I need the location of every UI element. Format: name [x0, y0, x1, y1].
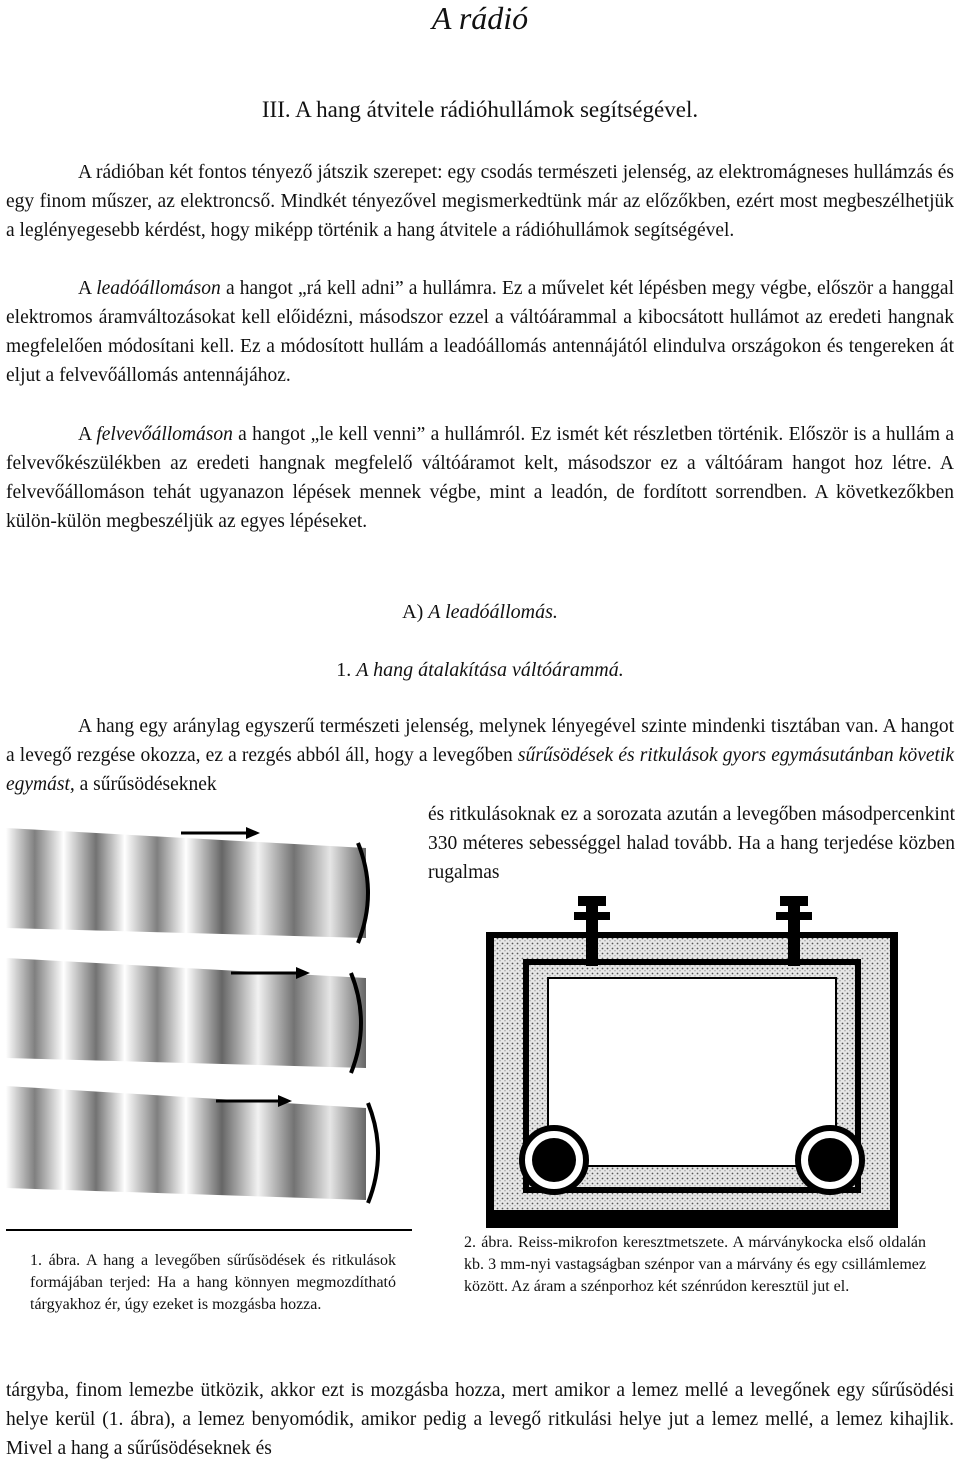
page-title: A rádió	[431, 0, 529, 36]
wave-band-1	[6, 828, 368, 943]
intro-paragraph-1: A rádióban két fontos tényező játszik szerepet: egy csodás természeti jelenség, az elektromágneses hullámzás és egy finom műszer, az elektroncső. Mindkét tényezővel megismerkedtünk már az előzőkben, ezért most megbeszélhetjük a leglényegesebb kérdést, hogy miképp történik a hang átvitele a rádióhullámok segítségével.	[6, 162, 954, 241]
body-bottom-paragraph: tárgyba, finom lemezbe ütközik, akkor ezt is mozgásba hozza, mert amikor a lemez mellé a levegőnek egy sűrűsödési helye kerül (1. ábra), a lemez benyomódik, amikor pedig a levegő ritkulási helye jut a lemez mellé, a lemez kihajlik. Mivel a hang a sűrűsödéseknek és	[6, 1380, 954, 1459]
wave-band-2	[6, 958, 366, 1073]
carbon-rod-right	[798, 1128, 862, 1192]
figure-1-sound-waves	[6, 818, 412, 1244]
body-paragraph: A hang egy aránylag egyszerű természeti jelenség, melynek lényegével szinte mindenki tisztában van. A hangot a levegő rezgése okozza, ez a rezgés abból áll, hogy a levegőben sűrűsödések és ritkulások gyors egymásutánban követik egymást, a sűrűsödéseknek	[6, 716, 954, 795]
carbon-rod-left	[522, 1128, 586, 1192]
figure-1-caption: 1. ábra. A hang a levegőben sűrűsödések és ritkulások formájában terjed: Ha a hang könnyen megmozdítható tárgyakhoz ér, úgy ezeket is mozgásba hozza.	[30, 1252, 396, 1313]
intro-paragraph-3: A felvevőállomáson a hangot „le kell venni” a hullámról. Ez ismét két részletben történik. Először is a hullám a felvevőkészülékben az eredeti hangnak megfelelő váltóáramot kelt, másodszor ez a váltóáram hangot hoz létre. A felvevőállomáson tehát ugyanazon lépések mennek végbe, mint a leadón, de fordított sorrendben. A következőkben külön-külön megbeszéljük az egyes lépéseket.	[6, 424, 954, 532]
emphasis-leadoallomason: leadóállomáson	[96, 278, 221, 299]
body-right-column: és ritkulásoknak ez a sorozata azután a levegőben másodpercenkint 330 méteres sebességgel halad tovább. Ha a hang terjedése közben rugalmas	[428, 804, 955, 883]
intro-paragraph-2: A leadóállomáson a hangot „rá kell adni” a hullámra. Ez a művelet két lépésben megy végbe, először a hanggal elektromos áramváltozásokat kell előidézni, másodszor ezzel a váltóárammal a kibocsátott hullámot az eredeti hangnak megfelelően módosítani kell. Ez a módosított hullám a leadóállomás antennájától elindulva országokon és tengereken át eljut a felvevőállomás antennájához.	[6, 278, 954, 386]
wave-band-3	[6, 1086, 378, 1203]
figure-2-caption: 2. ábra. Reiss-mikrofon keresztmetszete. A márványkocka első oldalán kb. 3 mm-nyi vastagságban szénpor van a márvány és egy csillámlemez között. Az áram a szénporhoz két szénrúdon keresztül jut el.	[464, 1234, 926, 1295]
subsection-heading-1: 1. A hang átalakítása váltóárammá.	[336, 659, 624, 681]
emphasis-surusodesek: sűrűsödések és ritkulások gyors egymásutánban követik egymást,	[6, 745, 954, 795]
section-heading-a: A) A leadóállomás.	[402, 601, 558, 623]
emphasis-felvevoallomason: felvevőállomáson	[96, 424, 233, 445]
figure-2-reiss-microphone	[486, 892, 898, 1228]
chapter-heading: III. A hang átvitele rádióhullámok segítségével.	[261, 97, 699, 122]
